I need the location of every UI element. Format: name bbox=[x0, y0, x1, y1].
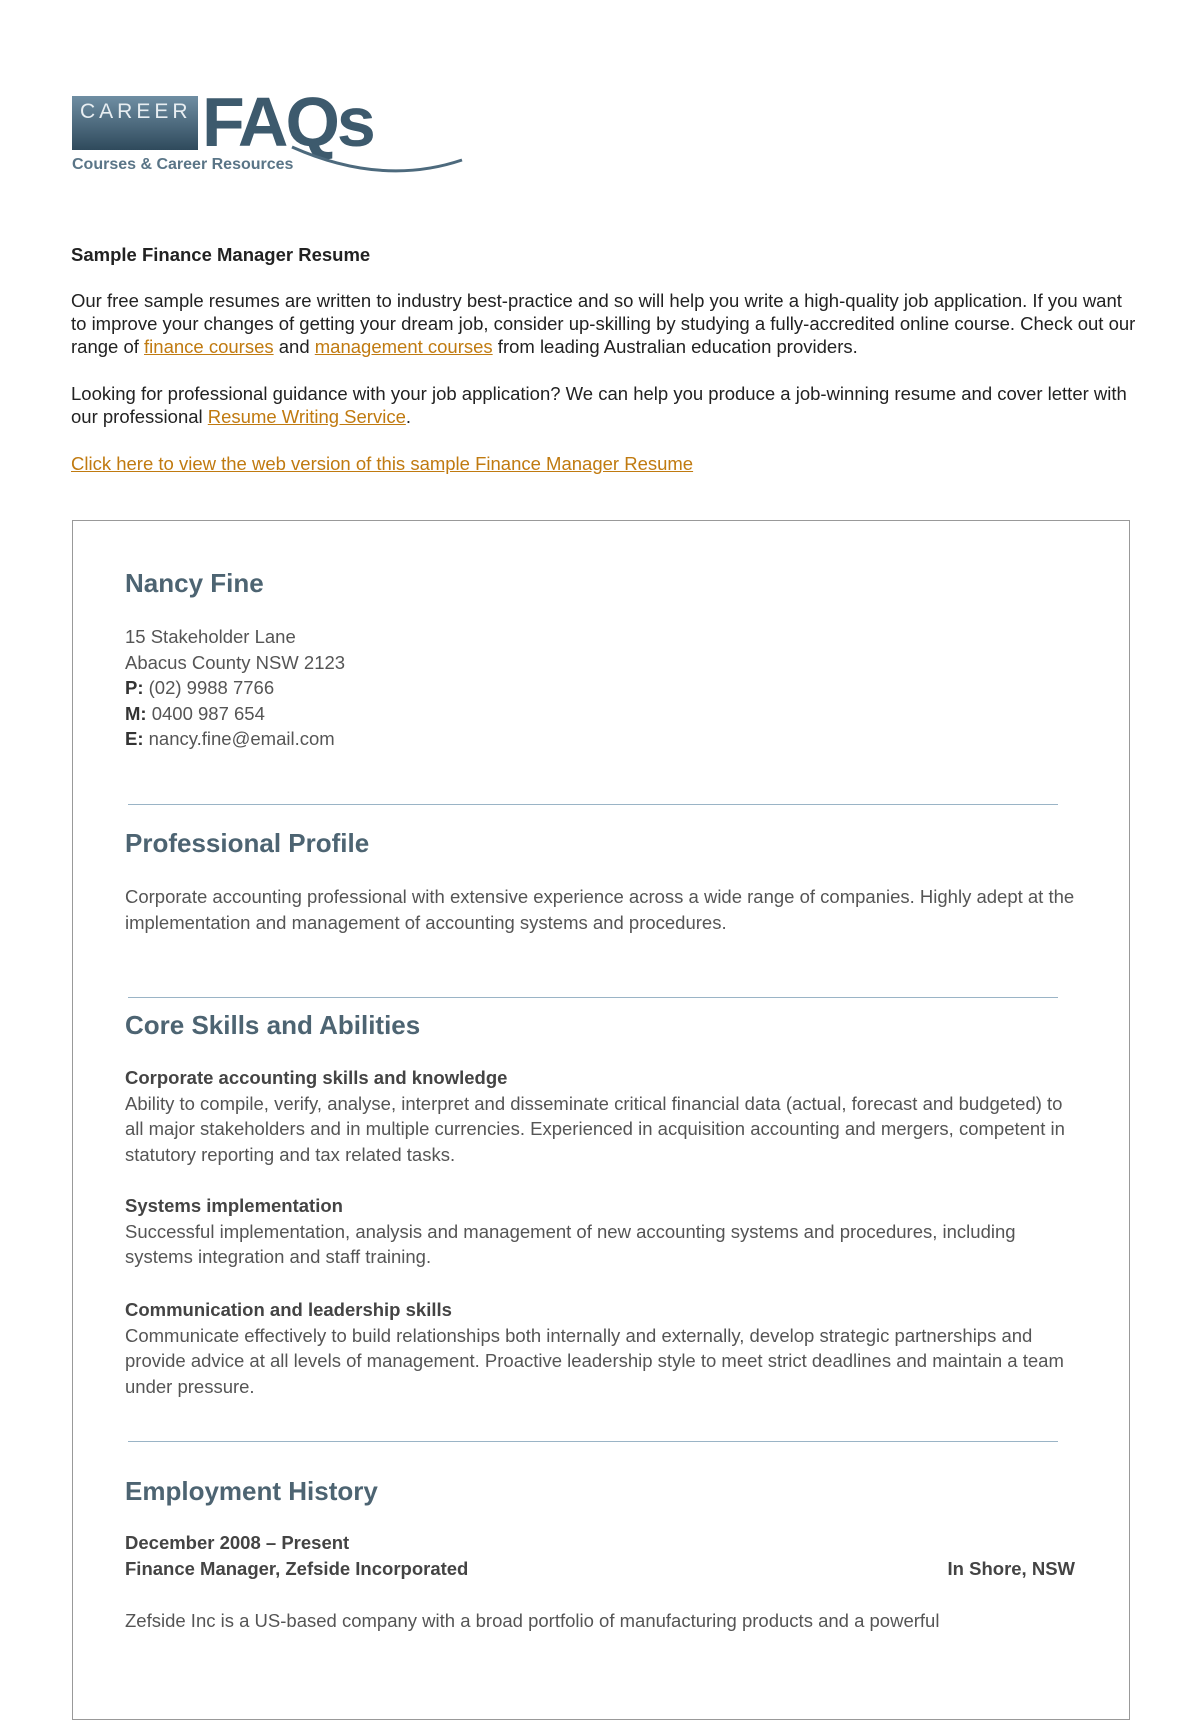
guidance-paragraph bbox=[71, 382, 1141, 428]
skill-text: Ability to compile, verify, analyse, interpret and disseminate critical financial data (actual, forecast and budgeted) to all major stakeholders and in multiple currencies. Experienced in acquisition accounting and mergers, competent in statutory reporting and tax related tasks. bbox=[125, 1092, 1065, 1165]
page-title: Sample Finance Manager Resume bbox=[71, 244, 371, 265]
divider bbox=[128, 1441, 1058, 1442]
label: P: bbox=[125, 677, 144, 698]
logo-faqs: FAQs bbox=[202, 83, 373, 161]
divider bbox=[128, 804, 1058, 805]
job-description: Zefside Inc is a US-based company with a broad portfolio of manufacturing products and a powerful bbox=[125, 1610, 940, 1631]
value: 0400 987 654 bbox=[146, 702, 265, 724]
address-line: 15 Stakeholder Lane bbox=[125, 626, 296, 647]
logo-tagline: Courses & Career Resources bbox=[72, 156, 294, 173]
profile-text: Corporate accounting professional with extensive experience across a wide range of companies. Highly adept at the implementation and management of accounting systems and procedures. bbox=[125, 886, 1075, 933]
text: and bbox=[273, 336, 315, 357]
skills-heading: Core Skills and Abilities bbox=[125, 1010, 421, 1040]
job-dates: December 2008 – Present bbox=[125, 1532, 350, 1553]
skill-text: Successful implementation, analysis and management of new accounting systems and procedures, including systems integration and staff training. bbox=[125, 1220, 1016, 1267]
address-line: Abacus County NSW 2123 bbox=[125, 651, 346, 673]
job-location: In Shore, NSW bbox=[947, 1558, 1075, 1579]
text: from leading Australian education providers. bbox=[492, 336, 858, 357]
text: Our free sample resumes are written to industry best-practice and so will help you write a high-quality job application. If you want to improve your changes of getting your dream job, consider up-skilling by studying a fully-accredited online course. Check out our range of bbox=[71, 290, 1136, 357]
profile-heading: Professional Profile bbox=[125, 828, 370, 858]
skill-title: Corporate accounting skills and knowledge bbox=[125, 1067, 508, 1088]
contact-block bbox=[125, 624, 1085, 752]
job-role: Finance Manager, Zefside Incorporated bbox=[125, 1558, 469, 1579]
divider bbox=[128, 997, 1058, 998]
value: (02) 9988 7766 bbox=[143, 677, 275, 698]
management-courses-link[interactable]: management courses bbox=[314, 336, 493, 357]
email bbox=[125, 726, 1085, 752]
text: Looking for professional guidance with your job application? We can help you produce a job-winning resume and cover letter with our professional bbox=[71, 383, 1127, 427]
skill-text: Communicate effectively to build relationships both internally and externally, develop strategic partnerships and provide advice at all levels of management. Proactive leadership style to meet strict deadlines and maintain a team under pressure. bbox=[125, 1324, 1064, 1397]
text: . bbox=[405, 406, 412, 427]
skill-item bbox=[125, 1065, 1085, 1167]
employment-heading: Employment History bbox=[125, 1476, 378, 1506]
value: nancy.fine@email.com bbox=[143, 728, 335, 749]
intro-paragraph bbox=[71, 289, 1141, 358]
skill-title: Systems implementation bbox=[125, 1195, 343, 1216]
label: M: bbox=[125, 702, 147, 724]
mobile bbox=[125, 701, 1085, 727]
logo-swoosh bbox=[272, 142, 472, 182]
skill-title: Communication and leadership skills bbox=[125, 1299, 452, 1320]
skill-item bbox=[125, 1297, 1085, 1399]
resume-name: Nancy Fine bbox=[125, 568, 264, 598]
label: E: bbox=[125, 728, 144, 749]
skill-item bbox=[125, 1193, 1085, 1270]
resume-writing-service-link[interactable]: Resume Writing Service bbox=[207, 406, 406, 427]
careerfaqs-logo bbox=[72, 83, 402, 182]
logo-box: CAREER bbox=[72, 96, 198, 150]
web-version-link[interactable]: Click here to view the web version of this sample Finance Manager Resume bbox=[71, 453, 694, 474]
finance-courses-link[interactable]: finance courses bbox=[144, 336, 274, 357]
phone bbox=[125, 675, 1085, 701]
